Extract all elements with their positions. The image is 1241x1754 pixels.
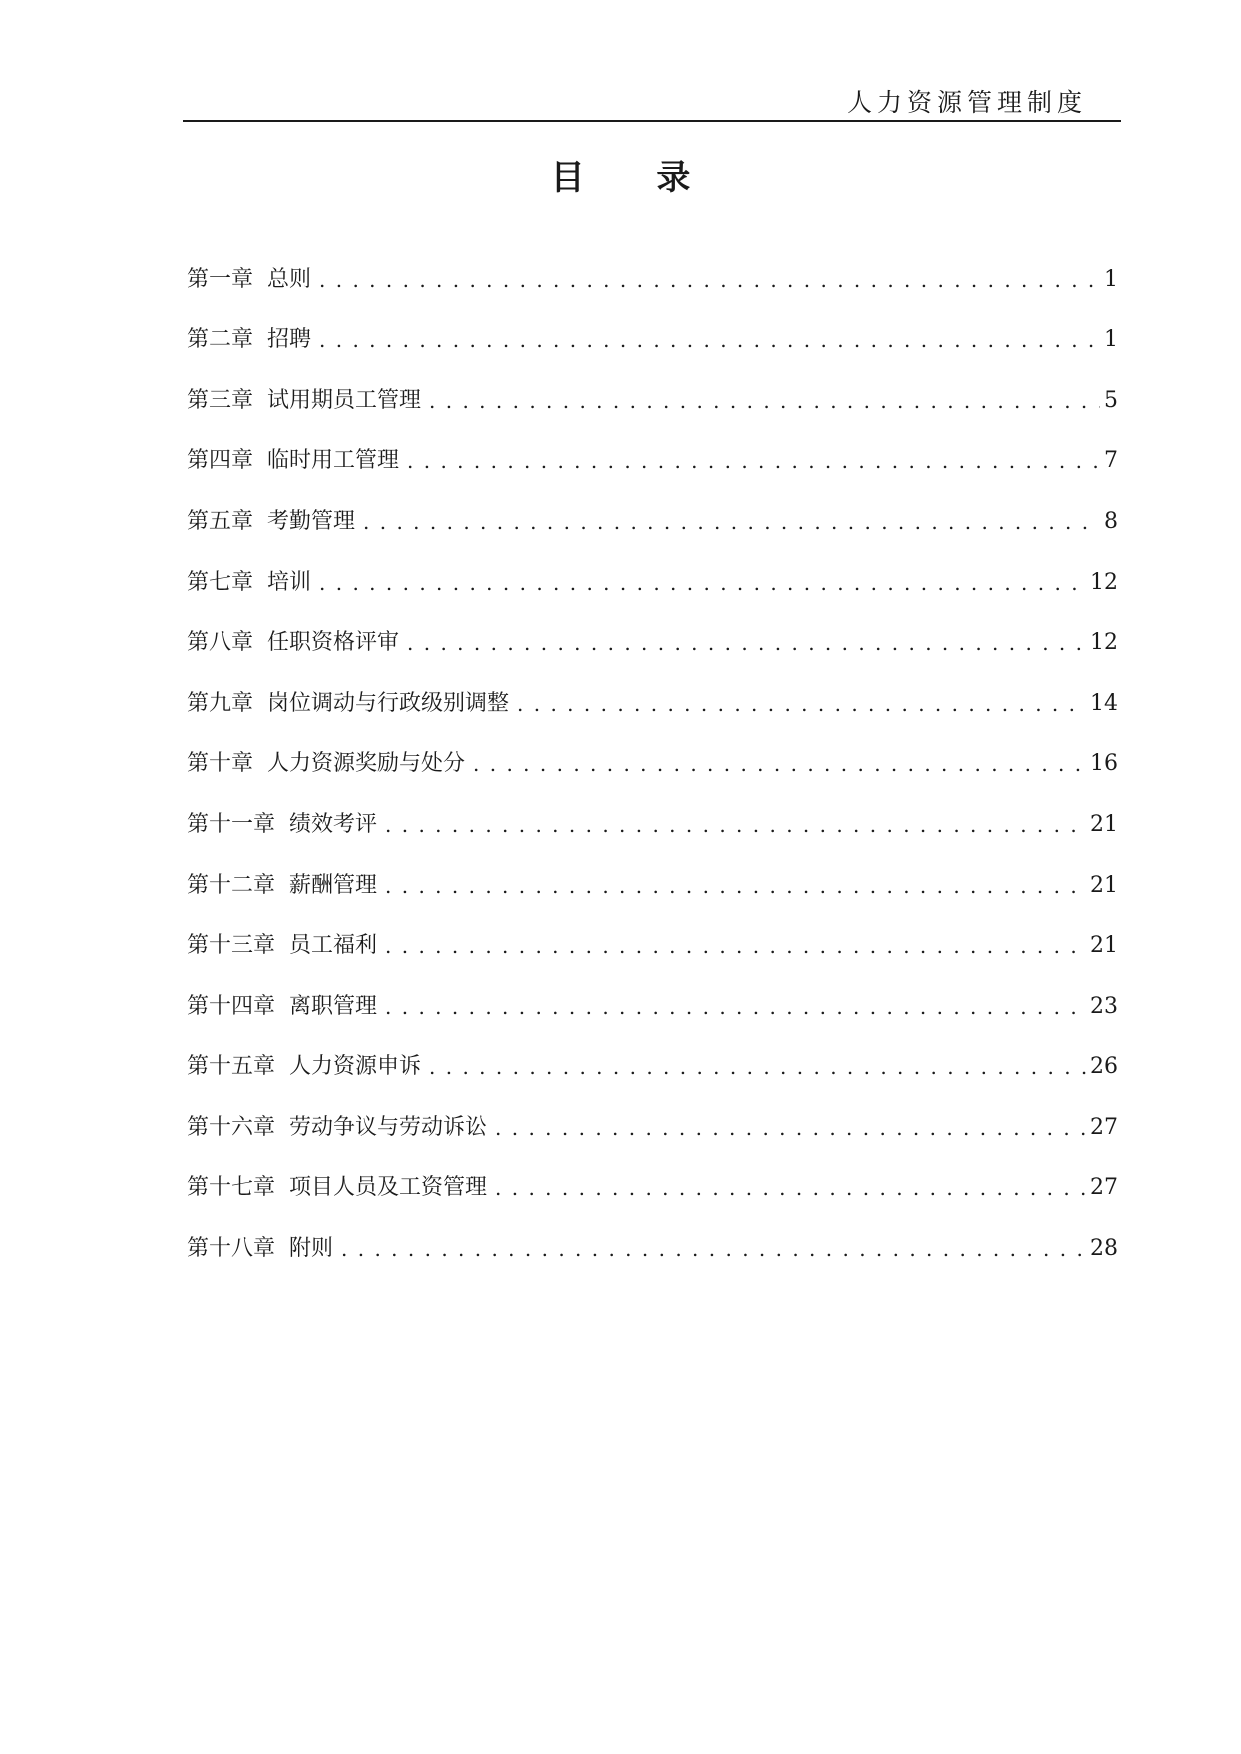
header-title: 人力资源管理制度 — [846, 88, 1087, 117]
toc-dot-leader — [385, 810, 1086, 840]
toc-chapter-title: 考勤管理 — [267, 509, 356, 534]
toc-chapter-number: 第十六章 — [187, 1115, 276, 1140]
toc-dot-leader — [319, 265, 1100, 295]
toc-dot-leader — [495, 1113, 1086, 1143]
toc-page-number: 21 — [1090, 933, 1118, 958]
toc-page-number: 8 — [1104, 509, 1118, 534]
toc-page-number: 23 — [1090, 994, 1118, 1019]
toc-entry-label — [187, 1234, 333, 1264]
toc-page-number: 1 — [1104, 267, 1118, 292]
toc-entry-label — [187, 386, 421, 416]
toc-chapter-number: 第十七章 — [187, 1175, 276, 1200]
toc-chapter-title: 培训 — [267, 570, 312, 595]
toc-entry[interactable] — [187, 558, 1118, 598]
toc-entry-label — [187, 1052, 421, 1082]
toc-dot-leader — [363, 507, 1100, 537]
toc-dot-leader — [385, 931, 1086, 961]
toc-entry-label — [187, 1113, 487, 1143]
page-header — [183, 84, 1121, 122]
toc-dot-leader — [319, 568, 1086, 598]
toc-chapter-title: 项目人员及工资管理 — [289, 1175, 488, 1200]
toc-chapter-number: 第十二章 — [187, 873, 276, 898]
toc-entry[interactable] — [187, 800, 1118, 840]
toc-dot-leader — [495, 1173, 1086, 1203]
toc-chapter-number: 第五章 — [187, 509, 254, 534]
toc-dot-leader — [385, 992, 1086, 1022]
toc-page-number: 28 — [1090, 1236, 1118, 1261]
toc-entry-label — [187, 265, 311, 295]
toc-entry-label — [187, 689, 509, 719]
toc-chapter-number: 第三章 — [187, 388, 254, 413]
toc-chapter-title: 人力资源奖励与处分 — [267, 751, 466, 776]
toc-entry[interactable] — [187, 436, 1118, 476]
toc-chapter-title: 试用期员工管理 — [267, 388, 422, 413]
toc-dot-leader — [385, 871, 1086, 901]
toc-entry[interactable] — [187, 921, 1118, 961]
toc-entry-label — [187, 507, 355, 537]
toc-dot-leader — [517, 689, 1086, 719]
toc-dot-leader — [407, 446, 1100, 476]
toc-entry[interactable] — [187, 982, 1118, 1022]
toc-chapter-title: 任职资格评审 — [267, 630, 400, 655]
toc-page-number: 21 — [1090, 812, 1118, 837]
toc-chapter-title: 离职管理 — [289, 994, 378, 1019]
toc-chapter-number: 第十一章 — [187, 812, 276, 837]
toc-chapter-title: 绩效考评 — [289, 812, 378, 837]
toc-entry-label — [187, 749, 465, 779]
toc-page-number: 21 — [1090, 873, 1118, 898]
toc-page-number: 1 — [1104, 327, 1118, 352]
toc-dot-leader — [319, 325, 1100, 355]
toc-chapter-number: 第十章 — [187, 751, 254, 776]
toc-entry[interactable] — [187, 1042, 1118, 1082]
toc-entry-label — [187, 446, 399, 476]
toc-dot-leader — [407, 628, 1086, 658]
toc-chapter-title: 附则 — [289, 1236, 334, 1261]
toc-chapter-number: 第十五章 — [187, 1054, 276, 1079]
toc-entry-label — [187, 325, 311, 355]
toc-entry[interactable] — [187, 1163, 1118, 1203]
toc-dot-leader — [429, 1052, 1086, 1082]
toc-dot-leader — [473, 749, 1086, 779]
toc-page-number: 14 — [1090, 691, 1118, 716]
toc-entry[interactable] — [187, 618, 1118, 658]
toc-page-number: 26 — [1090, 1054, 1118, 1079]
toc-chapter-title: 劳动争议与劳动诉讼 — [289, 1115, 488, 1140]
toc-title: 目 录 — [550, 158, 721, 198]
toc-entry-label — [187, 992, 377, 1022]
toc-chapter-number: 第二章 — [187, 327, 254, 352]
toc-entry-label — [187, 871, 377, 901]
toc-chapter-title: 临时用工管理 — [267, 448, 400, 473]
toc-entry[interactable] — [187, 315, 1118, 355]
toc-dot-leader — [429, 386, 1100, 416]
toc-entry-label — [187, 628, 399, 658]
toc-page-number: 5 — [1104, 388, 1118, 413]
toc-entry-label — [187, 810, 377, 840]
toc-chapter-title: 总则 — [267, 267, 312, 292]
toc-entry[interactable] — [187, 679, 1118, 719]
toc-chapter-number: 第十八章 — [187, 1236, 276, 1261]
toc-chapter-number: 第七章 — [187, 570, 254, 595]
toc-chapter-title: 人力资源申诉 — [289, 1054, 422, 1079]
toc-entry-label — [187, 931, 377, 961]
toc-chapter-number: 第十四章 — [187, 994, 276, 1019]
toc-page-number: 7 — [1104, 448, 1118, 473]
toc-chapter-title: 员工福利 — [289, 933, 378, 958]
toc-dot-leader — [341, 1234, 1086, 1264]
toc-chapter-title: 岗位调动与行政级别调整 — [267, 691, 510, 716]
toc-entry-label — [187, 568, 311, 598]
toc-page-number: 27 — [1090, 1175, 1118, 1200]
toc-chapter-number: 第一章 — [187, 267, 254, 292]
toc-entry[interactable] — [187, 1224, 1118, 1264]
toc-chapter-title: 薪酬管理 — [289, 873, 378, 898]
toc-page-number: 27 — [1090, 1115, 1118, 1140]
toc-page-number: 12 — [1090, 630, 1118, 655]
toc-chapter-number: 第八章 — [187, 630, 254, 655]
toc-chapter-number: 第四章 — [187, 448, 254, 473]
toc-entry[interactable] — [187, 861, 1118, 901]
toc-chapter-title: 招聘 — [267, 327, 312, 352]
toc-chapter-number: 第九章 — [187, 691, 254, 716]
toc-entry[interactable] — [187, 1103, 1118, 1143]
toc-page-number: 16 — [1090, 751, 1118, 776]
toc-entry-label — [187, 1173, 487, 1203]
toc-chapter-number: 第十三章 — [187, 933, 276, 958]
toc-entry[interactable] — [187, 497, 1118, 537]
toc-entry[interactable] — [187, 739, 1118, 779]
toc-page-number: 12 — [1090, 570, 1118, 595]
toc-entry[interactable] — [187, 376, 1118, 416]
toc-entry[interactable] — [187, 255, 1118, 295]
